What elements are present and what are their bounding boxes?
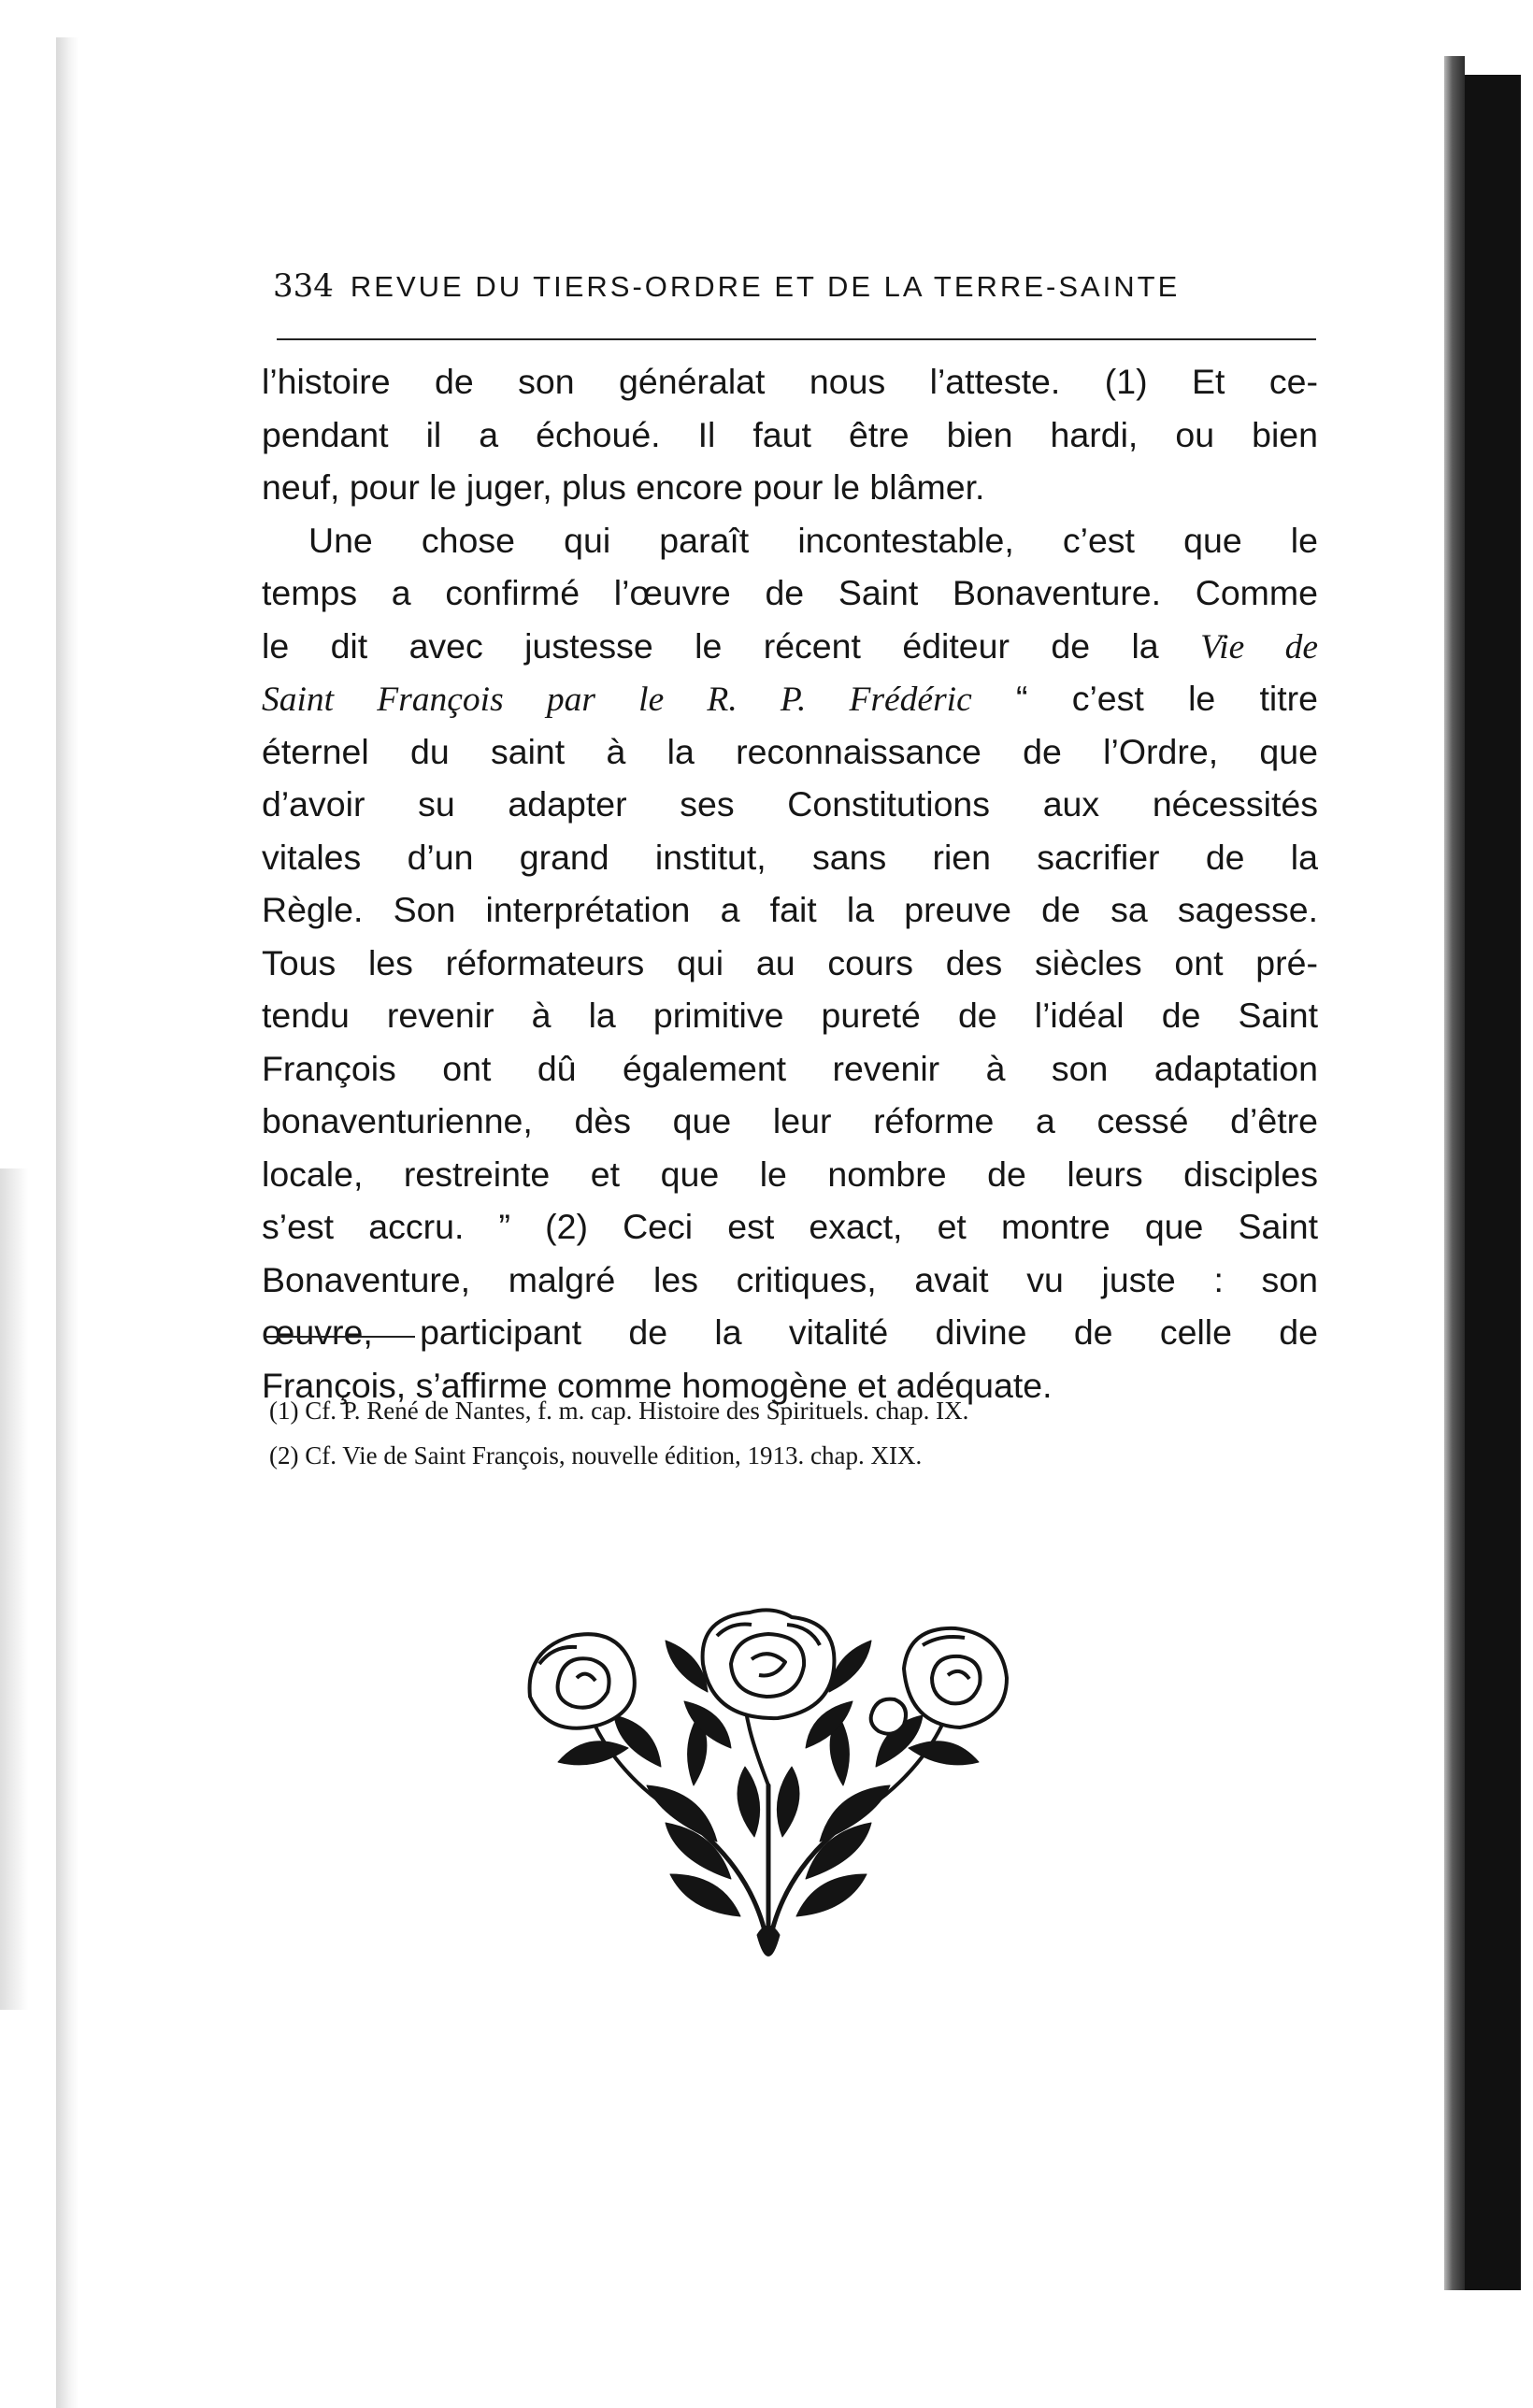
center-rose <box>703 1610 835 1718</box>
text-line: d’avoir su adapter ses Constitutions aux nécessités <box>262 784 1318 824</box>
body-paragraphs <box>262 355 1318 1412</box>
right-rose <box>904 1628 1007 1727</box>
footnote: (2) Cf. Vie de Saint François, nouvelle édition, 1913. chap. XIX. <box>269 1441 923 1469</box>
ornament-bud <box>757 1926 780 1956</box>
page-gutter-shadow <box>56 37 79 2408</box>
left-rose <box>530 1634 635 1728</box>
text-line: pendant il a échoué. Il faut être bien hardi, ou bien <box>262 414 1318 454</box>
footnote-rule <box>264 1336 415 1338</box>
text-line <box>262 620 1318 673</box>
page-number: 334 <box>273 267 334 305</box>
ornament-leaf <box>670 1874 740 1916</box>
text-line-segment: le dit avec justesse le récent éditeur de la <box>262 625 1159 666</box>
running-title: REVUE DU TIERS-ORDRE ET DE LA TERRE-SAINTE <box>350 270 1181 303</box>
text-line: François, s’affirme comme homogène et adéquate. <box>262 1365 1053 1405</box>
running-header <box>273 267 1318 323</box>
footnote: (1) Cf. P. René de Nantes, f. m. cap. Histoire des Spirituels. chap. IX. <box>269 1397 969 1425</box>
italic-book-title: Vie de <box>1200 627 1318 666</box>
small-rose-right <box>871 1699 906 1734</box>
text-line: vitales d’un grand institut, sans rien sacrifier de la <box>262 837 1318 877</box>
text-line <box>262 672 1318 725</box>
text-line: œuvre, participant de la vitalité divine de celle de <box>262 1312 1318 1352</box>
book-page <box>262 252 1327 2309</box>
header-rule <box>277 338 1316 340</box>
text-line: temps a confirmé l’œuvre de Saint Bonaventure. Comme <box>262 573 1318 612</box>
page-edge-shadow <box>0 1168 28 2010</box>
text-line: François ont dû également revenir à son adaptation <box>262 1048 1318 1088</box>
text-line: tendu revenir à la primitive pureté de l’idéal de Saint <box>262 996 1318 1035</box>
text-line: Bonaventure, malgré les critiques, avait vu juste : son <box>262 1259 1318 1299</box>
ornament-leaf <box>738 1767 760 1837</box>
ornament-leaf <box>796 1874 867 1916</box>
text-line: neuf, pour le juger, plus encore pour le blâmer. <box>262 467 985 507</box>
text-line: bonaventurienne, dès que leur réforme a cessé d’être <box>262 1101 1318 1140</box>
ornament-leaf <box>614 1715 661 1767</box>
footnotes <box>269 1388 1321 1478</box>
book-spine-edge <box>1444 19 1533 2408</box>
text-line: s’est accru. ” (2) Ceci est exact, et montre que Saint <box>262 1207 1318 1246</box>
text-line: éternel du saint à la reconnaissance de l’Ordre, que <box>262 731 1318 771</box>
text-line: l’histoire de son généralat nous l’atteste. (1) Et ce- <box>262 362 1318 401</box>
text-line: Tous les réformateurs qui au cours des siècles ont pré- <box>262 942 1318 982</box>
quotation-opening: “ c’est le titre <box>1016 679 1319 718</box>
text-line: Une chose qui paraît incontestable, c’est que le <box>308 520 1318 560</box>
text-line: Règle. Son interprétation a fait la preuve de sa sagesse. <box>262 890 1318 929</box>
italic-book-title: Saint François par le R. P. Frédéric <box>262 681 972 719</box>
ornament-leaf <box>777 1767 799 1837</box>
text-line: locale, restreinte et que le nombre de leurs disciples <box>262 1154 1318 1194</box>
rose-fleuron-ornament <box>507 1608 1030 1982</box>
